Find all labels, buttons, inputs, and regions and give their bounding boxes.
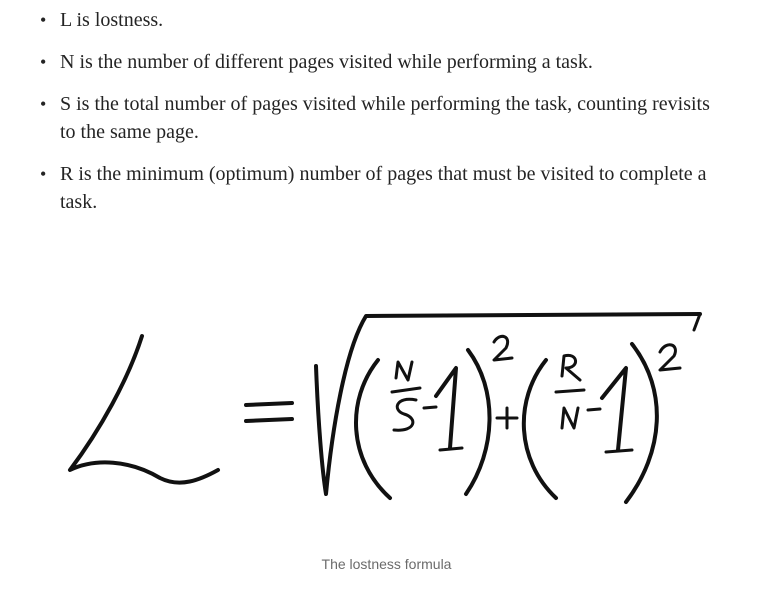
list-item-text: S is the total number of pages visited while performing the task, counting revisits to the same page. — [60, 93, 710, 143]
list-item — [40, 90, 720, 146]
definition-list — [40, 6, 720, 230]
list-item — [40, 6, 720, 34]
list-item-text: L is lostness. — [60, 9, 164, 31]
bullet-icon: • — [40, 52, 47, 72]
bullet-icon: • — [40, 94, 47, 114]
formula-figure — [0, 280, 773, 540]
list-item — [40, 160, 720, 216]
handwritten-lostness-formula-icon — [0, 280, 773, 540]
list-item-text: N is the number of different pages visited while performing a task. — [60, 51, 593, 73]
bullet-icon: • — [40, 164, 47, 184]
bullet-icon: • — [40, 10, 47, 30]
figure-caption: The lostness formula — [321, 556, 452, 572]
list-item — [40, 48, 720, 76]
list-item-text: R is the minimum (optimum) number of pages that must be visited to complete a task. — [60, 163, 707, 213]
